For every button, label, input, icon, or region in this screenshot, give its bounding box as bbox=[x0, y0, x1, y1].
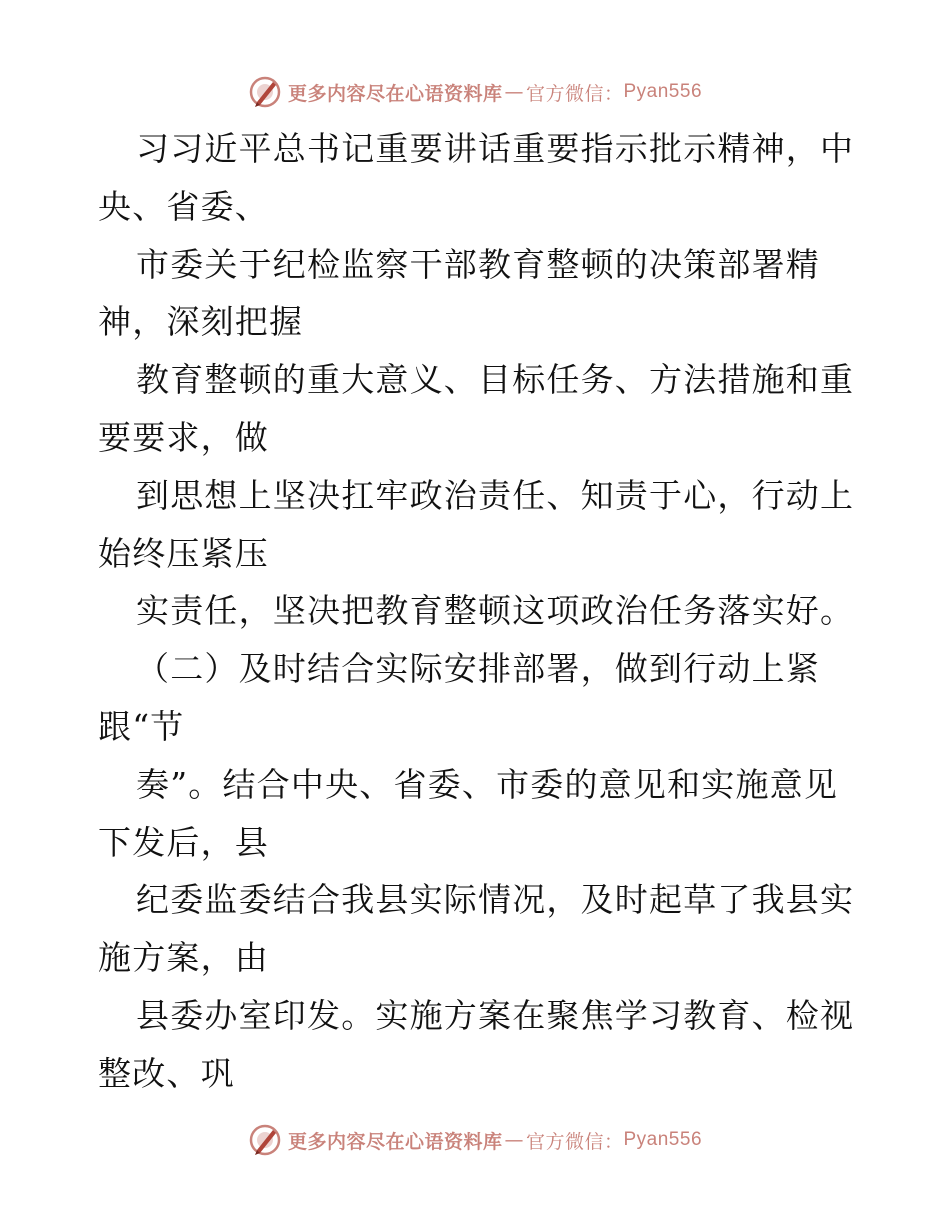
text-line: 到思想上坚决扛牢政治责任、知责于心，行动上 bbox=[136, 475, 855, 515]
watermark-text: 更多内容尽在心语资料库 bbox=[287, 1130, 503, 1153]
watermark-dash: — bbox=[504, 1129, 524, 1151]
text-line: 跟“节 bbox=[98, 706, 185, 746]
text-line: 要要求，做 bbox=[98, 417, 269, 457]
watermark-wechat-id: Pyan556 bbox=[623, 1129, 703, 1150]
watermark-dash: — bbox=[504, 81, 524, 103]
text-line: 神，深刻把握 bbox=[98, 302, 304, 342]
text-line: 央、省委、 bbox=[98, 186, 269, 226]
pen-logo-icon bbox=[248, 1123, 282, 1157]
watermark-wechat-label: 官方微信： bbox=[525, 82, 624, 105]
text-line: 实责任，坚决把教育整顿这项政治任务落实好。 bbox=[136, 591, 855, 631]
watermark-text: 更多内容尽在心语资料库 bbox=[287, 82, 503, 105]
text-line: 始终压紧压 bbox=[98, 533, 269, 573]
text-line: 市委关于纪检监察干部教育整顿的决策部署精 bbox=[136, 244, 820, 284]
text-line: 施方案，由 bbox=[98, 938, 269, 978]
pen-logo-icon bbox=[248, 75, 282, 109]
text-line: 纪委监委结合我县实际情况，及时起草了我县实 bbox=[136, 880, 855, 920]
text-line: （二）及时结合实际安排部署，做到行动上紧 bbox=[136, 649, 820, 689]
text-line: 教育整顿的重大意义、目标任务、方法措施和重 bbox=[136, 360, 855, 400]
header-watermark bbox=[0, 72, 950, 112]
text-line: 奏”。结合中央、省委、市委的意见和实施意见 bbox=[136, 764, 839, 804]
footer-watermark bbox=[0, 1120, 950, 1160]
text-line: 习习近平总书记重要讲话重要指示批示精神，中 bbox=[136, 129, 855, 168]
text-line: 整改、巩 bbox=[98, 1053, 235, 1093]
watermark-wechat-label: 官方微信： bbox=[525, 1130, 624, 1153]
text-line: 县委办室印发。实施方案在聚焦学习教育、检视 bbox=[136, 995, 855, 1035]
document-body bbox=[98, 120, 868, 1103]
text-line: 下发后，县 bbox=[98, 822, 269, 862]
watermark-wechat-id: Pyan556 bbox=[623, 81, 703, 102]
